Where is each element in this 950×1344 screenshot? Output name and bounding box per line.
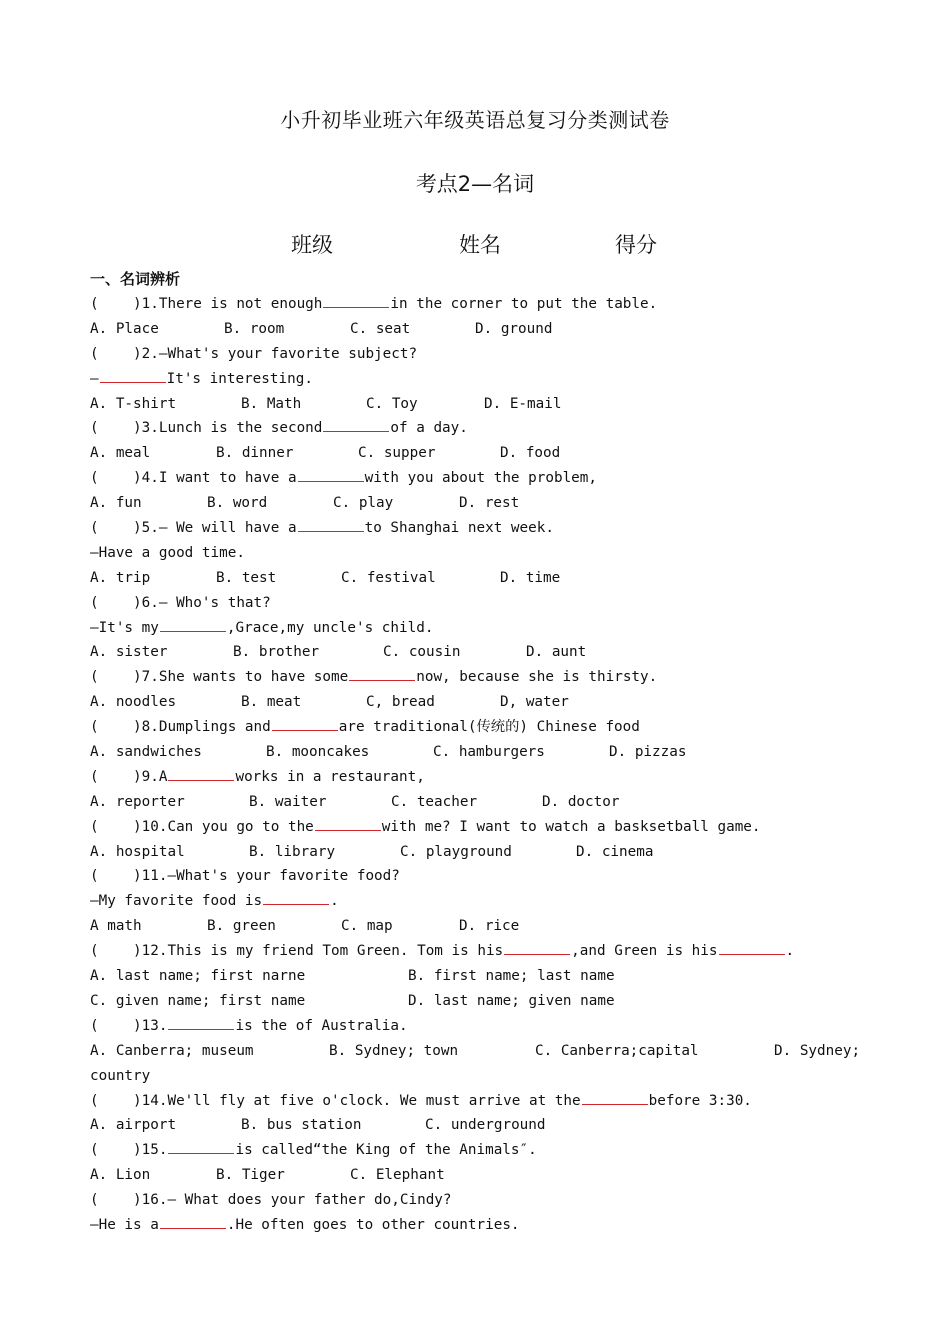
answer-blank[interactable] (298, 517, 364, 532)
answer-blank[interactable] (504, 940, 570, 955)
option[interactable]: B. room (224, 320, 285, 337)
option[interactable]: B. test (216, 569, 277, 586)
option[interactable]: B. meat (241, 694, 302, 711)
section-title: 一、名词辨析 (90, 270, 181, 288)
option[interactable]: B. waiter (249, 793, 327, 810)
question-stem: ( )12.This is my friend Tom Green. Tom is his ,and Green is his . (90, 939, 870, 964)
option[interactable]: B. library (249, 843, 336, 860)
option[interactable]: C. Elephant (350, 1167, 445, 1184)
question-stem: —He is a .He often goes to other countries. (90, 1213, 870, 1238)
option[interactable]: C. hamburgers (433, 744, 545, 761)
option-row (90, 640, 870, 665)
option-row (90, 964, 870, 989)
option[interactable]: A. sister (90, 644, 168, 661)
option[interactable]: D. aunt (526, 644, 587, 661)
option-row (90, 1039, 870, 1064)
option-row (90, 566, 870, 591)
option[interactable]: B. dinner (216, 445, 294, 462)
option-row (90, 840, 870, 865)
option[interactable]: A. Lion (90, 1167, 151, 1184)
option[interactable]: B. Math (241, 395, 302, 412)
answer-blank[interactable] (160, 1214, 226, 1229)
question-stem: —My favorite food is . (90, 889, 870, 914)
option[interactable]: A. Canberra; museum (90, 1042, 254, 1059)
option[interactable]: D. time (500, 569, 561, 586)
question-stem: ( )9.A works in a restaurant, (90, 765, 870, 790)
option[interactable]: A math (90, 918, 142, 935)
option[interactable]: B. bus station (241, 1117, 362, 1134)
question-stem: —Have a good time. (90, 544, 245, 561)
option[interactable]: C. cousin (383, 644, 461, 661)
question-stem: ( )4.I want to have a with you about the problem, (90, 466, 870, 491)
answer-blank[interactable] (168, 1015, 234, 1030)
question-stem: ( )1.There is not enough in the corner to put the table. (90, 292, 870, 317)
option[interactable]: D. ground (475, 320, 553, 337)
option[interactable]: A. T-shirt (90, 395, 177, 412)
option[interactable]: D. pizzas (609, 744, 687, 761)
question-stem: — It's interesting. (90, 367, 870, 392)
answer-blank[interactable] (263, 890, 329, 905)
option-row (90, 1163, 870, 1188)
option-row (90, 989, 870, 1014)
option[interactable]: C. Canberra;capital (535, 1042, 699, 1059)
question-stem: ( )11.—What's your favorite food? (90, 868, 400, 885)
option[interactable]: B. Tiger (216, 1167, 285, 1184)
option-row (90, 491, 870, 516)
option-row (90, 790, 870, 815)
option[interactable]: D. Sydney; (774, 1042, 861, 1059)
option[interactable]: C. teacher (391, 793, 478, 810)
option[interactable]: A. sandwiches (90, 744, 202, 761)
option[interactable]: C. supper (358, 445, 436, 462)
question-stem: ( )3.Lunch is the second of a day. (90, 416, 870, 441)
option-row (90, 392, 870, 417)
option[interactable]: C. map (341, 918, 393, 935)
answer-blank[interactable] (272, 716, 338, 731)
option[interactable]: D. food (500, 445, 561, 462)
question-stem: ( )8.Dumplings and are traditional(传统的) Chinese food (90, 715, 870, 740)
option[interactable]: C. Toy (366, 395, 418, 412)
page-title: 小升初毕业班六年级英语总复习分类测试卷 (280, 108, 670, 132)
option[interactable]: C. given name; first name (90, 992, 306, 1009)
answer-blank[interactable] (323, 293, 389, 308)
option[interactable]: C. underground (425, 1117, 546, 1134)
answer-blank[interactable] (323, 417, 389, 432)
option[interactable]: D. E-mail (484, 395, 562, 412)
option-row (90, 1113, 870, 1138)
option[interactable]: D. cinema (576, 843, 654, 860)
option[interactable]: B. first name; last name (408, 968, 615, 985)
question-stem: —It's my ,Grace,my uncle's child. (90, 616, 870, 641)
option[interactable]: B. mooncakes (266, 744, 370, 761)
option[interactable]: D. rest (459, 495, 520, 512)
question-stem: ( )14.We'll fly at five o'clock. We must arrive at the before 3:30. (90, 1089, 870, 1114)
option[interactable]: A. reporter (90, 793, 185, 810)
option[interactable]: A. airport (90, 1117, 177, 1134)
option[interactable]: A. noodles (90, 694, 177, 711)
option-row (90, 690, 870, 715)
option[interactable]: C. playground (400, 843, 512, 860)
option[interactable]: A. Place (90, 320, 159, 337)
option[interactable]: B. Sydney; town (329, 1042, 459, 1059)
answer-blank[interactable] (582, 1090, 648, 1105)
option[interactable]: A. meal (90, 445, 151, 462)
option[interactable]: D. rice (459, 918, 520, 935)
question-stem: ( )16.— What does your father do,Cindy? (90, 1192, 452, 1209)
name-label: 姓名 (459, 233, 501, 257)
option[interactable]: D. last name; given name (408, 992, 615, 1009)
answer-blank[interactable] (160, 617, 226, 632)
class-label: 班级 (291, 233, 333, 257)
answer-blank[interactable] (719, 940, 785, 955)
answer-blank[interactable] (315, 816, 381, 831)
question-stem: ( )2.—What's your favorite subject? (90, 345, 418, 362)
option-wrap: country (90, 1067, 151, 1084)
answer-blank[interactable] (298, 467, 364, 482)
option[interactable]: C, bread (366, 694, 435, 711)
question-stem: ( )15. is called“the King of the Animals″. (90, 1138, 870, 1163)
score-label: 得分 (615, 233, 657, 257)
answer-blank[interactable] (100, 368, 166, 383)
option[interactable]: A. fun (90, 495, 142, 512)
answer-blank[interactable] (168, 1139, 234, 1154)
option-row (90, 441, 870, 466)
option-row (90, 914, 870, 939)
question-list (90, 292, 870, 1238)
question-stem: ( )7.She wants to have some now, because she is thirsty. (90, 665, 870, 690)
option-row (90, 317, 870, 342)
answer-blank[interactable] (349, 666, 415, 681)
question-stem: ( )5.— We will have a to Shanghai next week. (90, 516, 870, 541)
option[interactable]: A. trip (90, 569, 151, 586)
option[interactable]: A. hospital (90, 843, 185, 860)
question-stem: ( )6.— Who's that? (90, 594, 271, 611)
option[interactable]: C. play (333, 495, 394, 512)
option[interactable]: B. word (207, 495, 268, 512)
option[interactable]: C. festival (341, 569, 436, 586)
option[interactable]: D. doctor (542, 793, 620, 810)
option[interactable]: B. green (207, 918, 276, 935)
option[interactable]: B. brother (233, 644, 320, 661)
option-row (90, 740, 870, 765)
option[interactable]: D, water (500, 694, 569, 711)
page-subtitle: 考点2—名词 (415, 172, 535, 196)
answer-blank[interactable] (168, 766, 234, 781)
question-stem: ( )13. is the of Australia. (90, 1014, 870, 1039)
option[interactable]: C. seat (350, 320, 411, 337)
option[interactable]: A. last name; first narne (90, 968, 306, 985)
question-stem: ( )10.Can you go to the with me? I want to watch a basksetball game. (90, 815, 870, 840)
